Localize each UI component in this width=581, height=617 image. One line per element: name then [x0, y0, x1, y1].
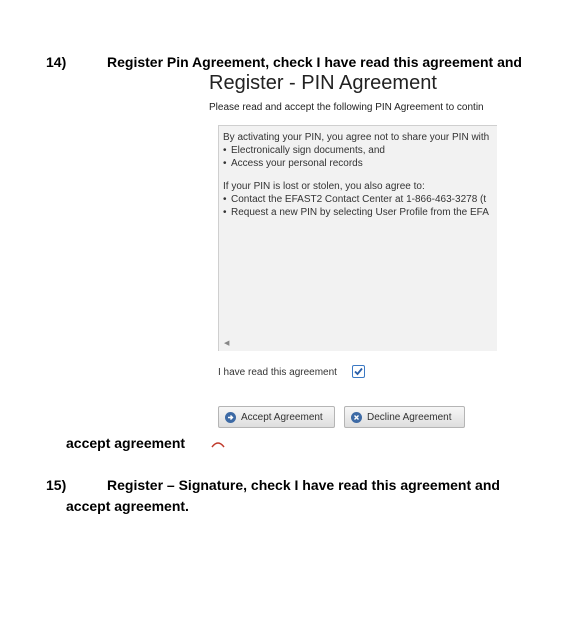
step-14-number: 14): [46, 54, 67, 70]
agreement-item: • Electronically sign documents, and: [223, 145, 385, 156]
checkbox-label: I have read this agreement: [218, 367, 337, 378]
screenshot-subtitle: Please read and accept the following PIN Agreement to contin: [209, 102, 484, 113]
step-14-continuation: accept agreement: [66, 435, 186, 451]
decline-agreement-button[interactable]: [344, 406, 465, 428]
checkmark-icon: [353, 366, 364, 377]
decline-label: Decline Agreement: [367, 411, 452, 423]
agreement-intro: By activating your PIN, you agree not to share your PIN with: [223, 132, 490, 143]
embedded-screenshot: [208, 70, 496, 440]
screenshot-title: Register - PIN Agreement: [209, 72, 437, 94]
agreement-item: • Access your personal records: [223, 158, 363, 169]
step-15-title: Register – Signature, check I have read this agreement and: [107, 477, 500, 493]
red-arc-mark: [211, 440, 225, 448]
scroll-left-icon[interactable]: ◀: [224, 340, 230, 347]
step-14-title: Register Pin Agreement, check I have read this agreement and: [107, 54, 522, 70]
accept-agreement-button[interactable]: [218, 406, 335, 428]
agreement-textbox[interactable]: [218, 125, 497, 351]
agreement-lost-text: If your PIN is lost or stolen, you also agree to:: [223, 181, 425, 192]
x-circle-icon: [351, 412, 362, 423]
agreement-checkbox[interactable]: [352, 365, 365, 378]
accept-label: Accept Agreement: [241, 411, 323, 423]
arrow-circle-icon: [225, 412, 236, 423]
agreement-item: • Request a new PIN by selecting User Profile from the EFA: [223, 207, 489, 218]
step-15-number: 15): [46, 477, 67, 493]
agreement-item: • Contact the EFAST2 Contact Center at 1-866-463-3278 (t: [223, 194, 487, 205]
step-15-continuation: accept agreement.: [66, 498, 189, 514]
